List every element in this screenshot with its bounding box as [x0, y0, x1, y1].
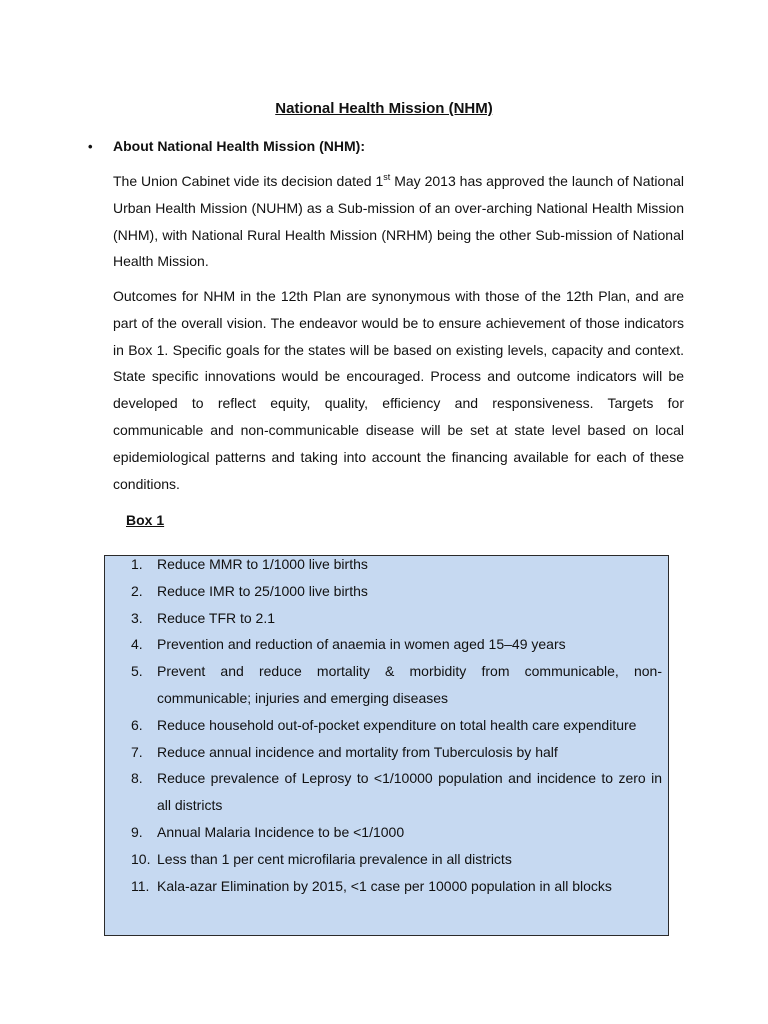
item-number: 9. — [131, 823, 143, 840]
list-item — [131, 605, 662, 632]
paragraph-launch — [113, 168, 684, 275]
paragraph-launch-end: May 2013 has approved the launch of National Urban Health Mission (NUHM) as a Sub-mission of an over-arching National Health Mission (NHM), with National Rural Health Mission (NRHM) being the other Sub-mission of National Health Mission. — [113, 173, 684, 270]
page-title: National Health Mission (NHM) — [275, 100, 493, 117]
list-item — [131, 846, 662, 873]
item-number: 10. — [131, 850, 151, 867]
item-text: Kala-azar Elimination by 2015, <1 case per 10000 population in all blocks — [157, 877, 612, 894]
list-item — [131, 739, 662, 766]
item-text: Prevent and reduce mortality & morbidity from communicable, non-communicable; injuries and emerging diseases — [157, 663, 662, 706]
list-item — [131, 658, 662, 712]
item-number: 6. — [131, 716, 143, 733]
item-number: 2. — [131, 582, 143, 599]
item-number: 11. — [131, 877, 150, 894]
section-heading-text: About National Health Mission (NHM): — [113, 138, 365, 154]
section-heading — [88, 138, 365, 154]
list-item — [131, 712, 662, 739]
item-text: Reduce household out-of-pocket expenditure on total health care expenditure — [157, 716, 637, 733]
item-number: 1. — [131, 556, 143, 572]
list-item — [131, 765, 662, 819]
list-item — [131, 631, 662, 658]
indicator-list — [131, 551, 662, 899]
ordinal-suffix: st — [383, 172, 391, 182]
list-item — [131, 819, 662, 846]
item-number: 5. — [131, 663, 143, 680]
box-label: Box 1 — [126, 512, 165, 528]
bullet-icon: • — [88, 138, 93, 154]
indicator-box — [104, 555, 669, 936]
list-item — [131, 873, 662, 900]
item-text: Reduce prevalence of Leprosy to <1/10000 population and incidence to zero in all districts — [157, 770, 662, 814]
list-item — [131, 578, 662, 605]
item-text: Reduce TFR to 2.1 — [157, 609, 276, 626]
item-number: 7. — [131, 743, 143, 760]
item-number: 8. — [131, 770, 143, 787]
item-number: 4. — [131, 636, 143, 653]
item-text: Prevention and reduction of anaemia in women aged 15–49 years — [157, 636, 566, 653]
paragraph-outcomes: Outcomes for NHM in the 12th Plan are synonymous with those of the 12th Plan, and are part of the overall vision. The endeavor would be to ensure achievement of those indicators in Box 1. Specific goals for the states will be based on existing levels, capacity and context. State specific innovations would be encouraged. Process and outcome indicators will be developed to reflect equity, quality, efficiency and responsiveness. Targets for communicable and non-communicable disease will be set at state level based on local epidemiological patterns and taking into account the financing available for each of these conditions. — [113, 288, 684, 492]
item-text: Reduce annual incidence and mortality from Tuberculosis by half — [157, 743, 558, 760]
item-text: Reduce IMR to 25/1000 live births — [157, 582, 368, 599]
item-text: Annual Malaria Incidence to be <1/1000 — [157, 823, 405, 840]
item-text: Reduce MMR to 1/1000 live births — [157, 556, 368, 572]
paragraph-launch-start: The Union Cabinet vide its decision dated 1 — [113, 173, 384, 189]
item-number: 3. — [131, 609, 143, 626]
list-item — [131, 551, 662, 578]
item-text: Less than 1 per cent microfilaria prevalence in all districts — [157, 850, 512, 867]
